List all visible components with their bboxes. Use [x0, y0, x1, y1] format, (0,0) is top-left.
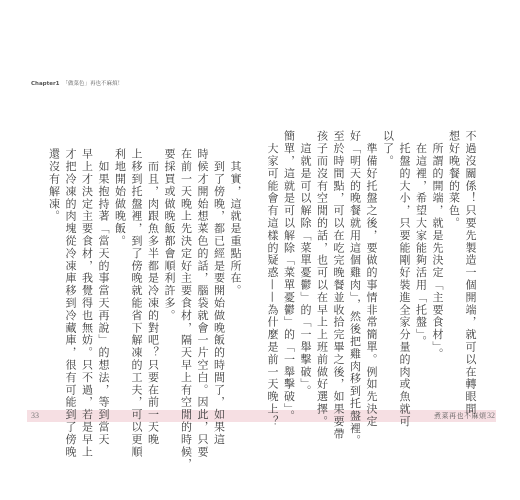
right-text-column: 在這裡，希望大家能夠活用「托盤」。	[414, 130, 428, 348]
chapter-header	[31, 79, 251, 87]
chapter-label: Chapter1	[31, 81, 60, 87]
right-text-column: 大家可能會有這樣的疑惑——為什麼是前一天晚上？	[266, 130, 279, 428]
left-text-column: 上移到托盤裡，到了傍晚就能省下解凍的工夫，可以更順	[130, 148, 143, 458]
left-text-column: 還沒有解凍。	[47, 148, 61, 223]
right-text-column: 至於時間點，可以在吃完晚餐並收拾完畢之後，如果要帶	[332, 130, 345, 440]
left-text-column: 要採買或做晚飯都會順利許多。	[163, 148, 176, 322]
right-text-column: 準備好托盤之後，要做的事情非常簡單。例如先決定	[365, 130, 378, 428]
right-text-column: 簡單，這就是可以解除「菜單憂鬱」的「一舉擊破」。	[282, 130, 296, 423]
left-text-column: 時候才開始想菜色的話，腦袋就會一片空白。因此，只要	[196, 148, 209, 458]
right-text-column: 好「明天的晚餐就用這個雞肉」，然後把雞肉移到托盤裡。	[348, 130, 362, 447]
left-text-column: 如果抱持著「當天的事當天再說」的想法，等到當天	[97, 148, 110, 446]
right-text-column: 這就是可以解除「菜單憂鬱」的「一舉擊破」。	[299, 130, 312, 398]
page-number-right: 32	[487, 411, 495, 420]
left-text-column: 而且，肉跟魚多半都是冷凍的對吧？只要在前一天晚	[146, 148, 160, 446]
right-text-column: 所謂的開端，就是先決定「主要食材」。	[431, 130, 444, 361]
chapter-title: 「做菜色」再也不麻煩！	[62, 81, 124, 87]
left-text-column: 早上才決定主要食材，我覺得也無妨。只不過，若是早上	[80, 148, 94, 458]
right-text-column: 以了。	[381, 130, 395, 168]
left-text-column: 利地開始做晚飯。	[113, 148, 127, 248]
right-text-column: 不過沒關係！只要先製造一個開端，就可以在轉眼間	[464, 130, 477, 416]
left-text-column: 在前一天晚上先決定好主要食材，隔天早上有空閒的時候，	[179, 148, 193, 471]
left-text-column: 到了傍晚，都已經是要開始做晚飯的時間了，如果這	[212, 148, 226, 446]
page-number-left: 33	[31, 411, 39, 420]
right-text-column: 想好晚餐的菜色。	[447, 130, 461, 230]
running-title: 煮菜再也不麻煩	[434, 412, 487, 420]
left-text-column: 才把冷凍的肉塊從冷凍庫移到冷藏庫，很有可能到了傍晚	[64, 148, 77, 458]
left-text-column: 其實，這就是重點所在。	[229, 148, 242, 297]
right-text-column: 托盤的大小，只要能剛好裝進全家分量的肉或魚就可	[398, 130, 411, 428]
right-text-column: 孩子而沒有空閒的話，也可以在早上上班前做好選擇。	[315, 130, 329, 428]
